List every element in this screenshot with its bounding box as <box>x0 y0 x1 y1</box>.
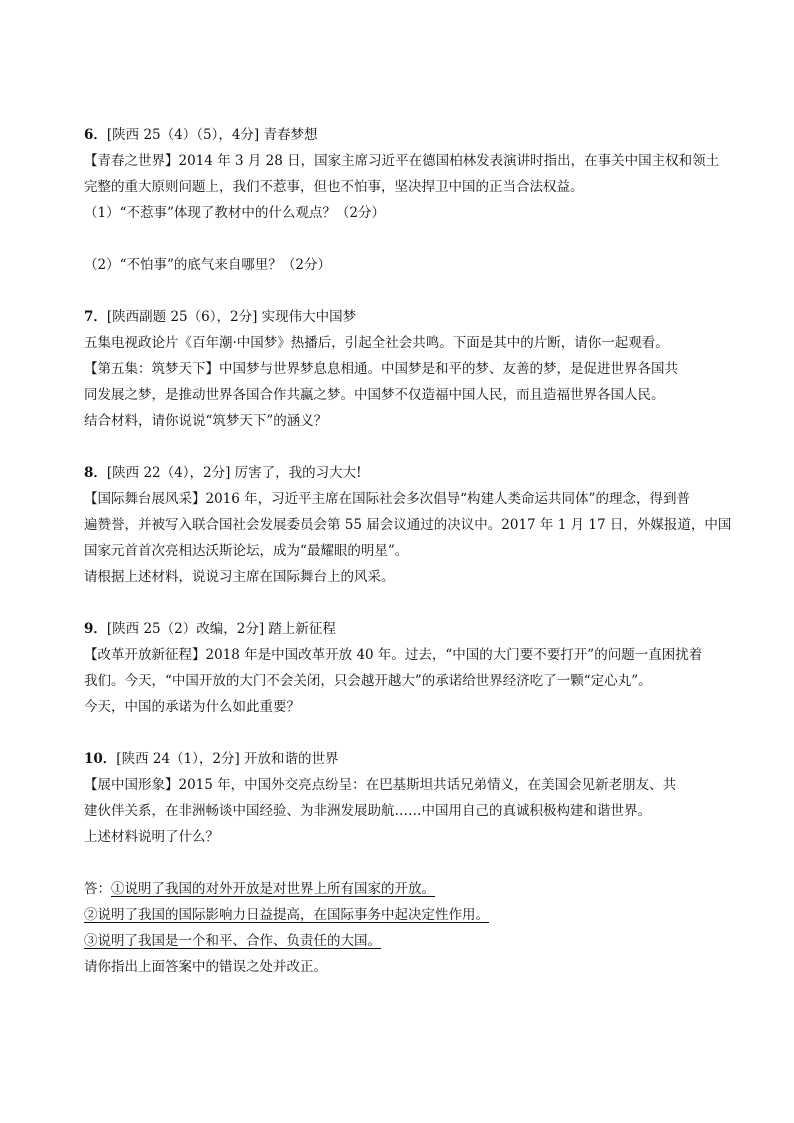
answer-item-3: ③说明了我国是一个和平、合作、负责任的大国。 <box>84 933 381 949</box>
question-6-sub-2: （2）“不怕事”的底气来自哪里？（2分） <box>84 257 331 273</box>
question-10-meta: [陕西 24（1），2分] 开放和谐的世界 <box>116 751 339 767</box>
question-9-heading <box>84 616 724 642</box>
question-7-line-1: 五集电视政论片《百年潮·中国梦》热播后，引起全社会共鸣。下面是其中的片断，请你一起观看。 <box>84 335 669 351</box>
answer-line-2 <box>84 902 724 928</box>
answer-item-1: ①说明了我国的对外开放是对世界上所有国家的开放。 <box>111 881 435 897</box>
question-10-number: 10． <box>84 751 117 767</box>
question-6-line-1: 【青春之世界】2014 年 3 月 28 日，国家主席习近平在德国柏林发表演讲时指出，在事关中国主权和领土 <box>84 153 720 169</box>
question-8-line-4: 请根据上述材料，说说习主席在国际舞台上的风采。 <box>84 569 395 585</box>
question-8-number: 8． <box>84 465 107 481</box>
question-10-line-1: 【展中国形象】2015 年，中国外交亮点纷呈：在巴基斯坦共话兄弟情义，在美国会见新老朋友、共 <box>84 777 677 793</box>
question-6-sub-1: （1）“不惹事”体现了教材中的什么观点？（2分） <box>84 205 385 221</box>
question-9-line-1: 【改革开放新征程】2018 年是中国改革开放 40 年。过去，“中国的大门要不要打开”的问题一直困扰着 <box>84 647 703 663</box>
question-9 <box>84 616 724 720</box>
question-7-heading <box>84 304 724 330</box>
question-9-number: 9． <box>84 621 107 637</box>
question-6-meta: [陕西 25（4）（5），4分] 青春梦想 <box>106 127 318 143</box>
question-7-number: 7． <box>84 309 107 325</box>
question-7 <box>84 304 724 434</box>
question-7-meta: [陕西副题 25（6），2分] 实现伟大中国梦 <box>106 309 357 325</box>
question-8 <box>84 460 732 590</box>
question-8-heading <box>84 460 724 486</box>
question-9-meta: [陕西 25（2）改编，2分] 踏上新征程 <box>106 621 336 637</box>
question-10-line-2: 建伙伴关系，在非洲畅谈中国经验、为非洲发展助航……中国用自己的真诚积极构建和谐世界。 <box>84 803 651 819</box>
question-10-heading <box>84 746 724 772</box>
question-8-meta: [陕西 22（4），2分] 厉害了，我的习大大! <box>106 465 362 481</box>
answer-prefix: 答： <box>84 881 111 897</box>
question-7-line-2: 【第五集：筑梦天下】中国梦与世界梦息息相通。中国梦是和平的梦、友善的梦，是促进世界各国共 <box>84 361 678 377</box>
question-10-final-prompt: 请你指出上面答案中的错误之处并改正。 <box>84 959 327 975</box>
question-8-line-2: 遍赞誉，并被写入联合国社会发展委员会第 55 届会议通过的决议中。2017 年 1 月 17 日，外媒报道，中国 <box>84 517 732 533</box>
answer-line-3 <box>84 928 724 954</box>
question-6-number: 6． <box>84 127 107 143</box>
answer-line-1 <box>84 876 724 902</box>
question-7-line-3: 同发展之梦，是推动世界各国合作共赢之梦。中国梦不仅造福中国人民，而且造福世界各国人民。 <box>84 387 665 403</box>
question-6-line-2: 完整的重大原则问题上，我们不惹事，但也不怕事，坚决捍卫中国的正当合法权益。 <box>84 179 584 195</box>
question-8-line-1: 【国际舞台展风采】2016 年，习近平主席在国际社会多次倡导“构建人类命运共同体”的理念，得到普 <box>84 491 690 507</box>
question-9-line-2: 我们。今天，“中国开放的大门不会关闭，只会越开越大”的承诺给世界经济吃了一颗“定心丸”。 <box>84 673 652 689</box>
question-10-line-3: 上述材料说明了什么？ <box>84 829 219 845</box>
question-10 <box>84 746 724 980</box>
question-6-heading <box>84 122 724 148</box>
question-9-line-3: 今天，中国的承诺为什么如此重要？ <box>84 699 300 715</box>
answer-item-2: ②说明了我国的国际影响力日益提高，在国际事务中起决定性作用。 <box>84 907 489 923</box>
question-8-line-3: 国家元首首次亮相达沃斯论坛，成为“最耀眼的明星”。 <box>84 543 409 559</box>
question-7-line-4: 结合材料，请你说说“筑梦天下”的涵义？ <box>84 413 328 429</box>
question-6 <box>84 122 724 278</box>
